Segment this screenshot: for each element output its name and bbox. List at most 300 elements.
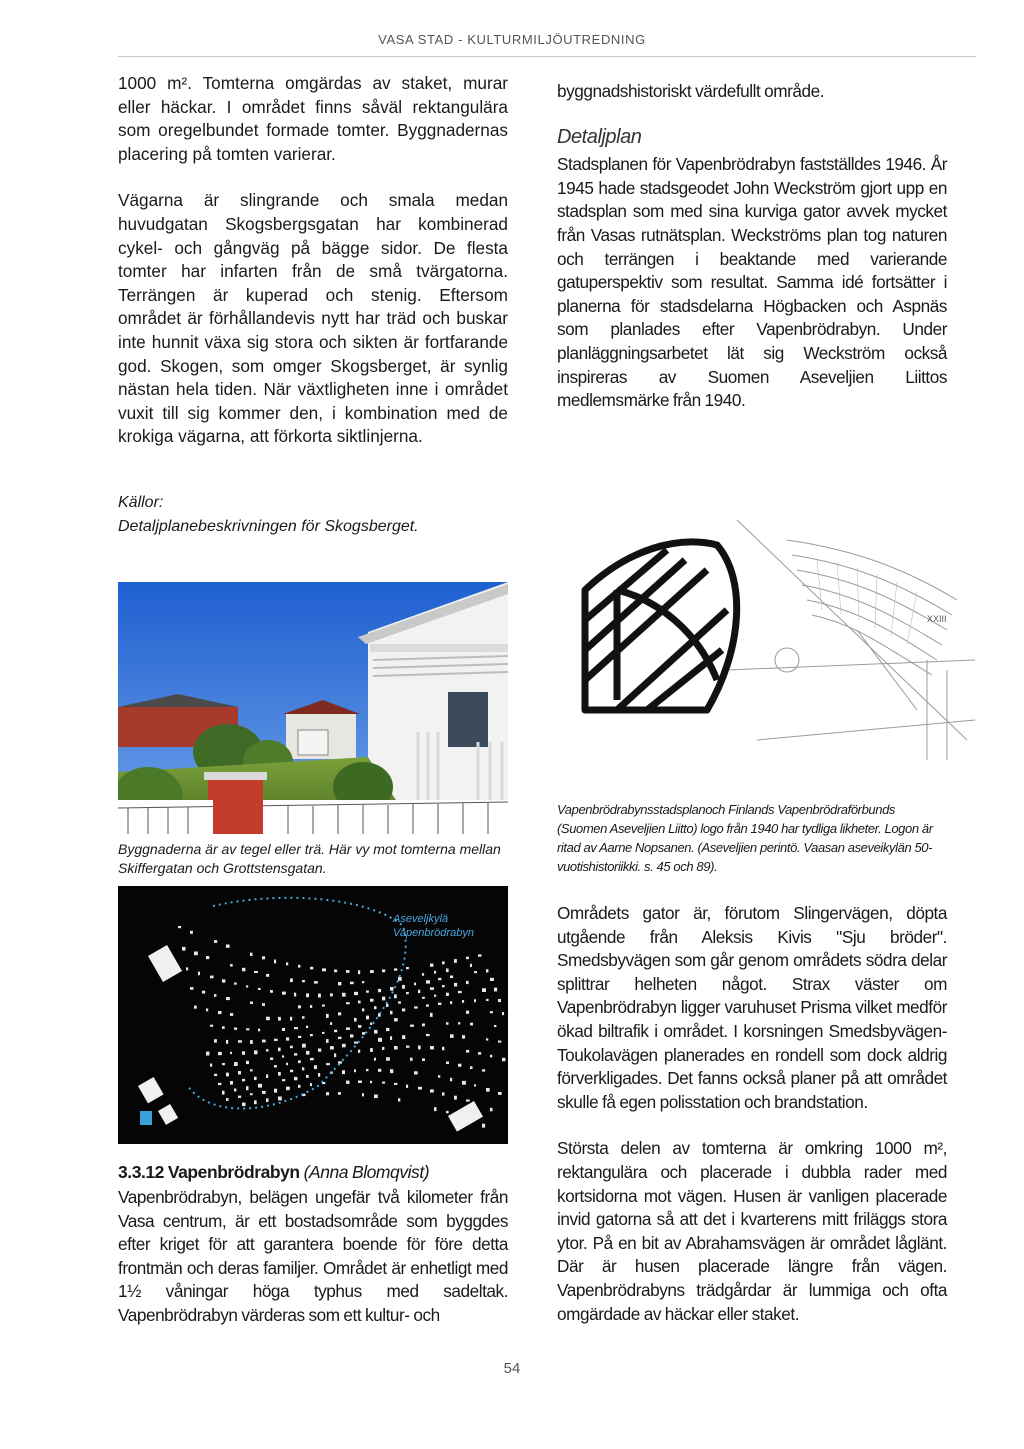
aerial-house-dot <box>386 1028 389 1031</box>
aerial-house-dot <box>446 993 449 996</box>
aerial-house-dot <box>382 1082 385 1084</box>
aerial-house-dot <box>234 1089 236 1092</box>
aerial-house-dot <box>286 1087 290 1091</box>
aerial-house-dot <box>486 999 489 1001</box>
aerial-house-dot <box>298 1060 301 1063</box>
aerial-house-dot <box>474 999 476 1002</box>
aerial-house-dot <box>370 999 374 1002</box>
aerial-house-dot <box>422 997 425 999</box>
aerial-house-dot <box>298 965 300 968</box>
aerial-house-dot <box>318 1073 320 1077</box>
aerial-house-dot <box>246 1086 249 1090</box>
aerial-house-dot <box>378 1069 381 1072</box>
aerial-house-dot <box>394 1046 398 1050</box>
aerial-house-dot <box>466 981 469 984</box>
fence-illustration <box>118 800 508 834</box>
sources <box>118 491 508 539</box>
aerial-house-dot <box>338 982 341 985</box>
aerial-house-dot <box>282 1028 285 1031</box>
aerial-house-dot <box>222 1026 225 1029</box>
aerial-house-dot <box>282 992 286 995</box>
aerial-house-dot <box>314 1065 317 1069</box>
paragraph: Områdets gator är, förutom Slingervägen, döpta utgående från Aleksis Kivis "Sju bröder". Smedsbyvägen som går genom områdets södra delar splittrar helheten något. Strax väster om Vapenbrödrabyn ligger varuhuset Prisma vilket medför ökad biltrafik i området. I korsningen Smedsbyvägen-Toukolavägen planerades en rondell som dock aldrig förverkligades. Det fanns också planer på att området skulle få egen polisstation och brandstation. <box>557 903 947 1112</box>
aerial-house-dot <box>426 980 430 983</box>
paragraph: Stadsplanen för Vapenbrödrabyn fastställdes 1946. År 1945 hade stadsgeodet John Weckström gjort upp en stadsplan som med sina kurviga gator avvek mycket från Vasas rutnätsplan. Weckströms plan tog naturen och terrängen i beaktande med varierande gatuperspektiv som resultat. Samma idé fortsätter i planerna för stadsdelarna Högbacken och Aspnäs som planlades efter Vapenbrödrabyn. Under planläggningsarbetet lät sig Weckström också inspireras av Suomen Aseveljien Liittos medlemsmärke från 1940. <box>557 154 947 411</box>
aerial-house-dot <box>266 1098 269 1102</box>
aerial-house-dot <box>262 1040 266 1043</box>
aerial-house-dot <box>262 1091 266 1094</box>
aerial-house-dot <box>490 1011 493 1013</box>
aerial-house-dot <box>398 1098 400 1101</box>
aerial-house-dot <box>406 992 409 994</box>
running-header: VASA STAD - KULTURMILJÖUTREDNING <box>378 32 646 47</box>
aerial-house-dot <box>310 1083 312 1086</box>
aerial-house-dot <box>278 1048 281 1052</box>
aerial-house-dot <box>390 1011 393 1015</box>
aerial-house-dot <box>298 1036 301 1038</box>
aerial-house-dot <box>362 1093 364 1096</box>
aerial-house-dot <box>278 1017 281 1021</box>
aerial-house-dot <box>426 1034 430 1036</box>
aerial-house-dot <box>490 1055 492 1058</box>
aerial-house-dot <box>394 1018 398 1021</box>
aerial-house-dot <box>334 1053 336 1057</box>
aerial-house-dot <box>310 1058 314 1060</box>
aerial-house-dot <box>354 992 358 995</box>
aerial-house-dot <box>318 1049 321 1052</box>
aerial-house-dot <box>470 1066 473 1069</box>
aerial-house-dot <box>358 1081 362 1084</box>
aerial-house-dot <box>234 983 237 985</box>
aerial-house-dot <box>194 1006 197 1009</box>
paragraph: Vägarna är slingrande och smala medan huvudgatan Skogsbergsgatan har kombinerad cykel- och gångväg på bägge sidor. De flesta tomter har infarten från de små tvärgatorna. Terrängen är kuperad och stenig. Eftersom området är förhållandevis nytt har träd och buskar inte hunnit växa sig stora och sikten är fortfarande god. Skogen, som omger Skogsberget, är synlig nästan hela tiden. När växtligheten inne i området vuxit till sig kommer den, i kombination med de krokiga vägarna, att förkorta siktlinjerna. <box>118 190 508 447</box>
aerial-house-dot <box>430 987 434 990</box>
aerial-house-dot <box>390 987 394 991</box>
aerial-house-dot <box>362 1008 364 1011</box>
aerial-house-dot <box>354 1018 357 1022</box>
aerial-house-dot <box>350 1034 353 1037</box>
aerial-house-dot <box>342 1044 346 1048</box>
aerial-house-dot <box>378 989 381 992</box>
aerial-house-dot <box>450 976 453 979</box>
aerial-house-dot <box>270 990 273 993</box>
aerial-house-dot <box>306 993 309 997</box>
aerial-house-dot <box>498 1092 502 1095</box>
aerial-house-dot <box>330 1022 332 1025</box>
aerial-house-dot <box>390 1069 393 1073</box>
aerial-house-dot <box>294 993 296 997</box>
aerial-house-dot <box>218 1083 221 1085</box>
aerial-house-dot <box>298 1005 301 1008</box>
aerial-house-dot <box>278 1097 282 1101</box>
aerial-house-dot <box>442 1047 444 1051</box>
aerial-house-dot <box>242 1103 246 1107</box>
aerial-house-dot <box>478 1052 481 1055</box>
right-bottom-text <box>557 902 947 1349</box>
aerial-house-dot <box>466 1100 470 1102</box>
aerial-house-dot <box>442 985 445 987</box>
section-vapenbrodrabyn <box>118 1160 508 1328</box>
aerial-house-dot <box>358 1050 360 1053</box>
aerial-house-dot <box>230 1013 233 1016</box>
aerial-house-dot <box>266 974 269 977</box>
aerial-house-dot <box>326 1039 329 1043</box>
photo-caption: Byggnaderna är av tegel eller trä. Här vy mot tomterna mellan Skiffergatan och Grottstensgatan. <box>118 841 501 876</box>
aerial-house-dot <box>302 1067 304 1070</box>
aerial-house-dot <box>226 1073 229 1077</box>
aerial-house-dot <box>302 1016 305 1019</box>
aerial-house-dot <box>290 1046 293 1049</box>
aerial-house-dot <box>446 1022 449 1024</box>
aerial-house-dot <box>226 997 230 1000</box>
aerial-house-dot <box>330 1046 334 1049</box>
aerial-house-dot <box>222 979 225 982</box>
aerial-house-dot <box>346 1081 350 1084</box>
paragraph: Största delen av tomterna är omkring 1000 m², rektangulära och placerade i dubbla rader med kortsidorna mot vägen. Husen är vanligen placerade invid gatorna så att det i kvarterens mitt friläggs stora ytor. På en bit av Abrahamsvägen är området låglänt. Där är husen placerade längre från vägen. Vapenbrödrabyns trädgårdar är lummiga och ofta omgärdade av häckar eller staket. <box>557 1138 947 1324</box>
aerial-house-dot <box>390 1036 392 1040</box>
aerial-house-dot <box>482 1069 485 1071</box>
aerial-house-dot <box>454 1096 457 1100</box>
aerial-house-dot <box>418 1087 422 1090</box>
aerial-house-dot <box>338 1012 341 1015</box>
aerial-house-dot <box>322 1005 325 1007</box>
aerial-house-dot <box>502 1012 504 1015</box>
aerial-house-dot <box>398 977 402 981</box>
aerial-house-dot <box>370 970 374 973</box>
section-number: 3.3.12 <box>118 1162 164 1182</box>
aerial-house-dot <box>446 1062 449 1065</box>
aerial-house-dot <box>374 1030 378 1034</box>
aerial-house-dot <box>442 1092 445 1095</box>
aerial-house-dot <box>190 931 193 934</box>
aerial-house-dot <box>478 954 482 956</box>
aerial-house-dot <box>266 1017 270 1021</box>
aerial-house-dot <box>386 1057 390 1061</box>
aerial-house-dot <box>218 1011 222 1014</box>
aerial-house-dot <box>182 947 186 951</box>
aerial-house-dot <box>302 1044 306 1048</box>
aerial-house-dot <box>418 1046 421 1050</box>
aerial-house-dot <box>382 1047 384 1050</box>
aerial-house-dot <box>430 1046 434 1049</box>
aerial-house-dot <box>382 969 385 972</box>
aerial-label <box>393 912 474 940</box>
aerial-house-dot <box>250 1040 253 1044</box>
aerial-house-dot <box>502 1058 505 1062</box>
aerial-house-dot <box>402 985 405 989</box>
aerial-house-dot <box>246 1028 249 1030</box>
aerial-house-dot <box>290 978 293 982</box>
aerial-house-dot <box>194 952 198 956</box>
aerial-house-dot <box>346 970 350 973</box>
aerial-house-dot <box>442 961 445 964</box>
aerial-house-dot <box>258 1084 262 1088</box>
aerial-house-dot <box>350 982 354 985</box>
aerial-house-dot <box>374 1095 378 1099</box>
aerial-house-dot <box>402 1009 405 1012</box>
aerial-house-dot <box>378 1038 382 1042</box>
aerial-house-dot <box>306 1026 308 1028</box>
aerial-house-dot <box>422 973 424 976</box>
aerial-house-dot <box>430 964 433 967</box>
aerial-house-dot <box>254 971 258 973</box>
page-number: 54 <box>503 1360 521 1377</box>
aerial-house-dot <box>354 1069 356 1072</box>
aerial-house-dot <box>394 968 397 970</box>
aerial-house-dot <box>438 1075 440 1078</box>
aerial-house-dot <box>286 1037 289 1040</box>
aerial-house-dot <box>438 978 441 980</box>
aerial-house-dot <box>362 981 364 983</box>
aerial-house-dot <box>366 991 369 993</box>
aerial-house-dot <box>274 1065 277 1068</box>
aerial-house-dot <box>490 978 494 981</box>
aerial-house-dot <box>290 1070 293 1073</box>
aerial-house-dot <box>326 1063 330 1065</box>
aerial-house-dot <box>458 1022 460 1024</box>
aerial-house-dot <box>366 1016 369 1020</box>
aerial-house-dot <box>458 1064 461 1067</box>
aerial-house-dot <box>466 957 469 960</box>
aerial-house-dot <box>426 1004 429 1006</box>
aerial-house-dot <box>450 1078 452 1082</box>
aerial-house-dot <box>346 1002 350 1004</box>
aerial-house-dot <box>314 981 318 984</box>
aerial-house-dot <box>410 1025 414 1027</box>
aerial-house-dot <box>466 1011 469 1014</box>
aerial-house-dot <box>254 1077 257 1080</box>
aerial-house-dot <box>282 1079 285 1081</box>
aerial-house-dot <box>210 1025 213 1027</box>
aerial-house-dot <box>470 1023 473 1026</box>
aerial-house-dot <box>450 1034 454 1038</box>
logo-caption: Vapenbrödrabynsstadsplanoch Finlands Vapenbrödraförbunds (Suomen Aseveljien Liitto) logo från 1940 har tydliga likheter. Logon är ritad av Aarne Nopsanen. (Aseveljien perintö. Vaasan aseveikylän 50-vuotishistoriikki. s. 45 och 89). <box>557 802 933 874</box>
aerial-house-dot <box>258 988 261 990</box>
aerial-house-dot <box>210 976 214 979</box>
aerial-house-dot <box>470 964 472 967</box>
aerial-house-dot <box>310 1034 313 1036</box>
photo-houses <box>118 582 508 834</box>
aerial-house-dot <box>286 1063 288 1066</box>
aerial-house-dot <box>226 1098 229 1101</box>
aerial-house-dot <box>198 972 200 976</box>
aerial-house-dot <box>266 1074 268 1078</box>
aerial-house-dot <box>214 940 217 943</box>
aerial-house-dot <box>306 1075 309 1078</box>
aerial-house-dot <box>338 1037 342 1039</box>
aerial-house-dot <box>362 1032 365 1035</box>
aerial-house-dot <box>486 1038 488 1040</box>
aerial-house-dot <box>234 1028 237 1030</box>
aerial-house-dot <box>490 1108 493 1112</box>
aerial-house-dot <box>482 988 486 992</box>
aerial-house-dot <box>254 1100 257 1104</box>
aerial-house-dot <box>474 971 477 973</box>
aerial-house-dot <box>330 993 333 996</box>
aerial-house-dot <box>358 1001 361 1004</box>
aerial-house-dot <box>274 1089 277 1093</box>
aerial-house-dot <box>286 962 288 965</box>
fence-strip <box>118 800 508 834</box>
aerial-house-dot <box>386 1004 388 1007</box>
sources-label: Källor: <box>118 494 164 511</box>
aerial-house-dot <box>374 1058 376 1061</box>
aerial-house-dot <box>462 1000 464 1003</box>
right-top-text <box>557 80 947 436</box>
aerial-house-dot <box>294 1027 298 1029</box>
aerial-house-dot <box>246 1061 249 1064</box>
aerial-house-dot <box>238 1096 241 1098</box>
aerial-house-dot <box>246 985 248 987</box>
aerial-house-dot <box>374 1006 377 1009</box>
header-rule <box>118 56 976 57</box>
aerial-house-dot <box>218 1052 222 1055</box>
aerial-house-dot <box>326 1014 329 1018</box>
section-author: (Anna Blomqvist) <box>303 1162 430 1182</box>
aerial-house-dot <box>438 1003 441 1005</box>
aerial-house-dot <box>206 1052 209 1056</box>
aerial-house-dot <box>214 994 216 997</box>
aerial-house-dot <box>230 1052 232 1054</box>
aerial-house-dot <box>474 1084 476 1086</box>
aerial-house-dot <box>262 956 265 959</box>
aerial-house-dot <box>326 1092 329 1095</box>
aerial-house-dot <box>298 1085 301 1088</box>
aerial-house-dot <box>230 964 233 966</box>
logo-and-map <box>557 510 975 770</box>
aerial-house-dot <box>434 995 436 997</box>
aerial-house-dot <box>342 1070 345 1074</box>
aerial-house-dot <box>234 1062 238 1066</box>
aerial-house-dot <box>258 1029 260 1032</box>
aerial-house-dot <box>202 991 205 994</box>
aerial-house-dot <box>222 1063 225 1065</box>
aerial-house-dot <box>186 967 188 970</box>
aerial-house-dot <box>254 1050 258 1054</box>
aerial-house-dot <box>398 1001 401 1003</box>
aerial-house-dot <box>394 994 397 998</box>
map-illustration <box>557 510 975 770</box>
aerial-house-dot <box>310 1005 312 1008</box>
aerial-house-dot <box>406 967 409 969</box>
aerial-house-dot <box>430 1089 434 1092</box>
aerial-house-dot <box>230 1081 233 1085</box>
aerial-house-dot <box>214 1074 217 1076</box>
aerial-house-dot <box>422 1058 425 1061</box>
aerial-house-dot <box>446 969 449 973</box>
aerial-house-dot <box>222 1091 225 1095</box>
aerial-house-dot <box>370 1023 372 1025</box>
section-title: Vapenbrödrabyn <box>167 1162 300 1182</box>
aerial-house-dot <box>302 980 305 982</box>
aerial-house-dot <box>450 1001 452 1004</box>
aerial-house-dot <box>242 1079 245 1081</box>
aerial-house-dot <box>414 1071 418 1074</box>
aerial-house-dot <box>462 1035 465 1038</box>
aerial-house-dot <box>322 968 326 971</box>
aerial-house-dot <box>458 991 462 993</box>
aerial-house-dot <box>466 1050 469 1053</box>
aerial-house-dot <box>250 1002 253 1005</box>
paragraph: 1000 m². Tomterna omgärdas av staket, murar eller häckar. I området finns såväl rektangulära som oregelbundet formade tomter. Byggnadernas placering på tomten varierar. <box>118 73 508 164</box>
aerial-house-dot <box>250 1093 253 1095</box>
aerial-house-dot <box>434 1107 437 1111</box>
aerial-house-dot <box>482 1124 485 1128</box>
aerial-highlight <box>140 1111 152 1125</box>
aerial-house-dot <box>382 997 385 1001</box>
aerial-house-dot <box>486 969 488 972</box>
aerial-house-dot <box>446 1111 449 1113</box>
aerial-house-dot <box>406 1046 409 1048</box>
aerial-house-dot <box>494 1025 496 1027</box>
aerial-house-dot <box>210 1064 212 1067</box>
aerial-house-dot <box>238 1040 242 1043</box>
subheading-detaljplan: Detaljplan <box>557 125 642 148</box>
aerial-house-dot <box>322 1032 325 1034</box>
aerial-house-dot <box>358 1025 361 1028</box>
aerial-house-dot <box>414 1006 418 1008</box>
aerial-house-dot <box>334 1030 337 1033</box>
aerial-house-dot <box>338 1092 341 1095</box>
aerial-house-dot <box>498 999 501 1002</box>
aerial-house-dot <box>358 970 360 974</box>
aerial-house-dot <box>238 1071 241 1075</box>
aerial-house-dot <box>366 1069 369 1071</box>
aerial-house-dot <box>242 1051 245 1055</box>
map-roman-label: XXIII <box>927 614 947 624</box>
aerial-label-line1: Aseveljkylä <box>393 913 449 925</box>
section-heading <box>118 1160 508 1184</box>
aerial-house-dot <box>354 1042 358 1044</box>
sources-text: Detaljplanebeskrivningen för Skogsberget. <box>118 518 419 535</box>
aerial-house-dot <box>270 1058 273 1061</box>
aerial-photo <box>118 886 508 1144</box>
aerial-house-dot <box>406 1085 408 1088</box>
aerial-house-dot <box>434 971 436 974</box>
aerial-house-dot <box>242 968 245 972</box>
aerial-house-dot <box>294 1077 297 1080</box>
aerial-house-dot <box>342 993 346 997</box>
aerial-house-dot <box>410 1058 413 1061</box>
aerial-house-dot <box>346 1027 350 1030</box>
aerial-house-dot <box>178 926 181 928</box>
aerial-house-dot <box>274 1039 278 1041</box>
aerial-house-dot <box>250 1069 253 1071</box>
aerial-house-dot <box>274 960 276 964</box>
aerial-house-dot <box>414 983 416 986</box>
aerial-label-line2: Vapenbrödrabyn <box>393 927 474 939</box>
aerial-house-dot <box>334 970 337 973</box>
aerial-house-dot <box>370 1081 372 1083</box>
section-text: Vapenbrödrabyn, belägen ungefär två kilometer från Vasa centrum, är ett bostadsområde som byggdes efter kriget för att garantera boende för före detta frontmän och deras familjer. Området är enhetligt med 1½ våningar höga typhus med sadeltak. Vapenbrödrabyn värderas som ett kultur- och <box>118 1187 508 1325</box>
aerial-house-dot <box>226 1040 228 1044</box>
aerial-house-dot <box>290 1017 292 1021</box>
aerial-house-dot <box>454 959 457 963</box>
aerial-house-dot <box>190 987 194 990</box>
aerial-house-dot <box>394 1083 397 1085</box>
aerial-house-dot <box>282 1055 284 1057</box>
aerial-house-dot <box>250 953 253 956</box>
aerial-house-dot <box>294 1053 297 1055</box>
aerial-house-dot <box>454 983 457 987</box>
aerial-house-dot <box>462 1081 466 1085</box>
aerial-house-dot <box>422 1024 425 1027</box>
aerial-house-dot <box>402 1035 405 1039</box>
aerial-house-dot <box>266 1049 269 1051</box>
paragraph: byggnadshistoriskt värdefullt område. <box>557 81 825 101</box>
aerial-house-dot <box>206 956 209 959</box>
aerial-house-dot <box>262 1003 265 1006</box>
